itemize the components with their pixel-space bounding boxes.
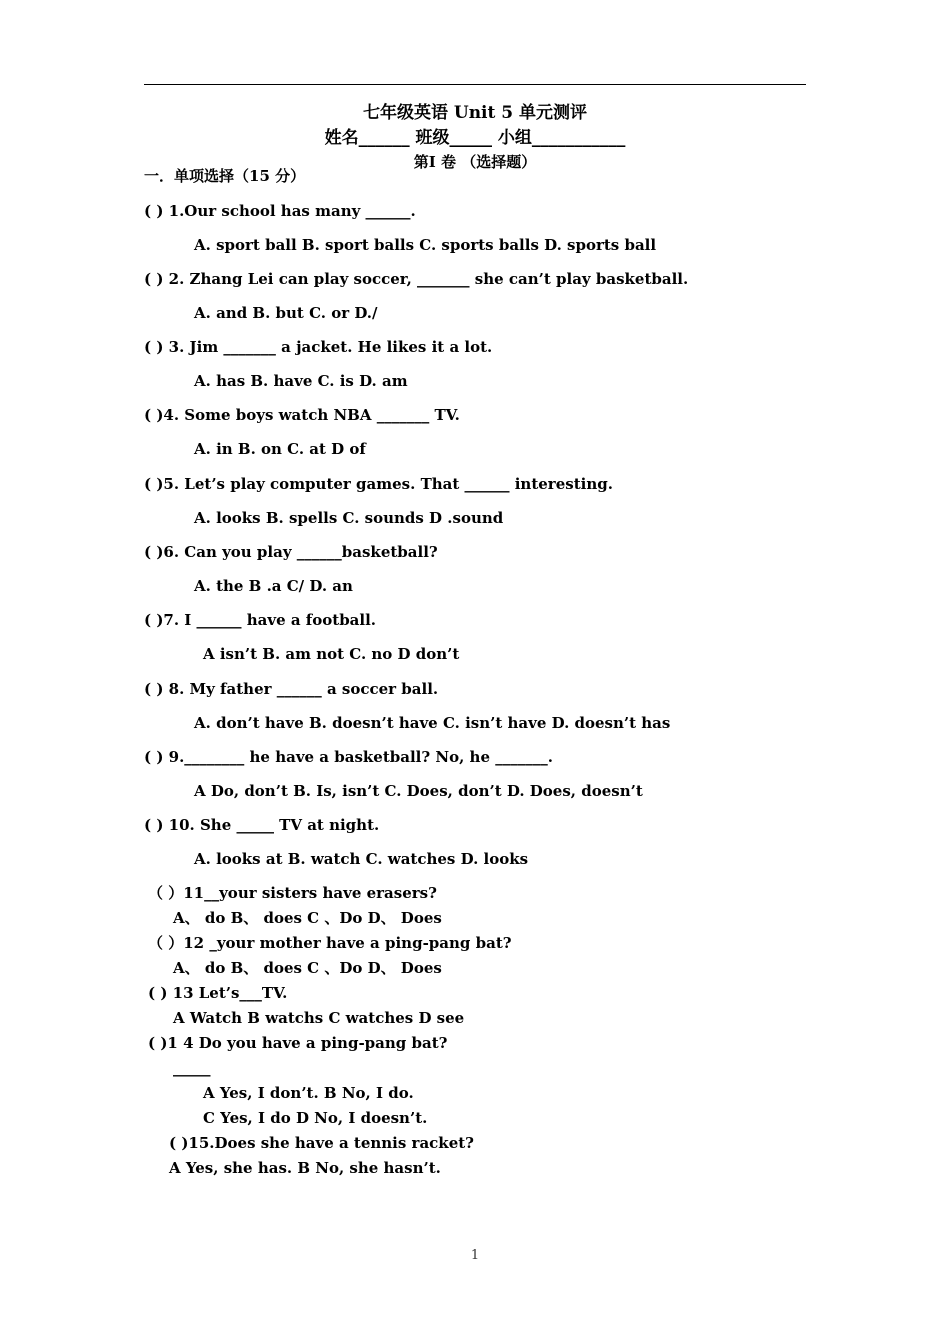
question-line: A. looks B. spells C. sounds D .sound [194, 509, 504, 527]
question-line: A isn’t B. am not C. no D don’t [203, 645, 460, 663]
question-line: （ ）11__your sisters have erasers? [148, 884, 437, 902]
question-line: （ ）12 _your mother have a ping-pang bat? [148, 934, 512, 952]
question-line: ( )5. Let’s play computer games. That ______ interesting. [144, 475, 613, 493]
question-line: ( )4. Some boys watch NBA _______ TV. [144, 406, 460, 424]
header-rule [144, 84, 806, 85]
question-line: ( ) 3. Jim _______ a jacket. He likes it a lot. [144, 338, 493, 356]
page-title: 七年级英语 Unit 5 单元测评 [362, 103, 588, 123]
question-line: A Yes, I don’t. B No, I do. [203, 1084, 414, 1102]
question-line: ( ) 8. My father ______ a soccer ball. [144, 680, 439, 698]
student-info-line: 姓名______ 班级_____ 小组___________ [324, 128, 626, 148]
question-line: A. has B. have C. is D. am [194, 372, 408, 390]
question-line: A Watch B watchs C watches D see [173, 1009, 465, 1027]
question-line: A、 do B、 does C 、Do D、 Does [173, 909, 442, 927]
question-line: A. the B .a C/ D. an [194, 577, 353, 595]
question-line: ( ) 13 Let’s___TV. [148, 984, 288, 1002]
question-line: C Yes, I do D No, I doesn’t. [203, 1109, 428, 1127]
question-line: ( ) 2. Zhang Lei can play soccer, _______ she can’t play basketball. [144, 270, 689, 288]
question-line: ( )15.Does she have a tennis racket? [169, 1134, 474, 1152]
question-line: A Yes, she has. B No, she hasn’t. [169, 1159, 441, 1177]
question-line: A Do, don’t B. Is, isn’t C. Does, don’t D. Does, doesn’t [194, 782, 643, 800]
question-line: A. in B. on C. at D of [194, 440, 366, 458]
question-line: A. sport ball B. sport balls C. sports balls D. sports ball [194, 236, 657, 254]
part-heading: 第I 卷 （选择题） [413, 153, 537, 171]
question-line: A. looks at B. watch C. watches D. looks [194, 850, 529, 868]
question-line: ( ) 10. She _____ TV at night. [144, 816, 380, 834]
question-line: A. and B. but C. or D./ [194, 304, 378, 322]
page-number: 1 [470, 1248, 480, 1263]
question-line: ( ) 9.________ he have a basketball? No, he _______. [144, 748, 553, 766]
question-line: _____ [173, 1059, 211, 1077]
question-line: ( )1 4 Do you have a ping-pang bat? [148, 1034, 448, 1052]
question-line: ( ) 1.Our school has many ______. [144, 202, 416, 220]
question-line: A、 do B、 does C 、Do D、 Does [173, 959, 442, 977]
question-line: A. don’t have B. doesn’t have C. isn’t have D. doesn’t has [194, 714, 671, 732]
section-heading: 一．单项选择（15 分） [144, 167, 306, 185]
question-line: ( )6. Can you play ______basketball? [144, 543, 438, 561]
question-line: ( )7. I ______ have a football. [144, 611, 377, 629]
